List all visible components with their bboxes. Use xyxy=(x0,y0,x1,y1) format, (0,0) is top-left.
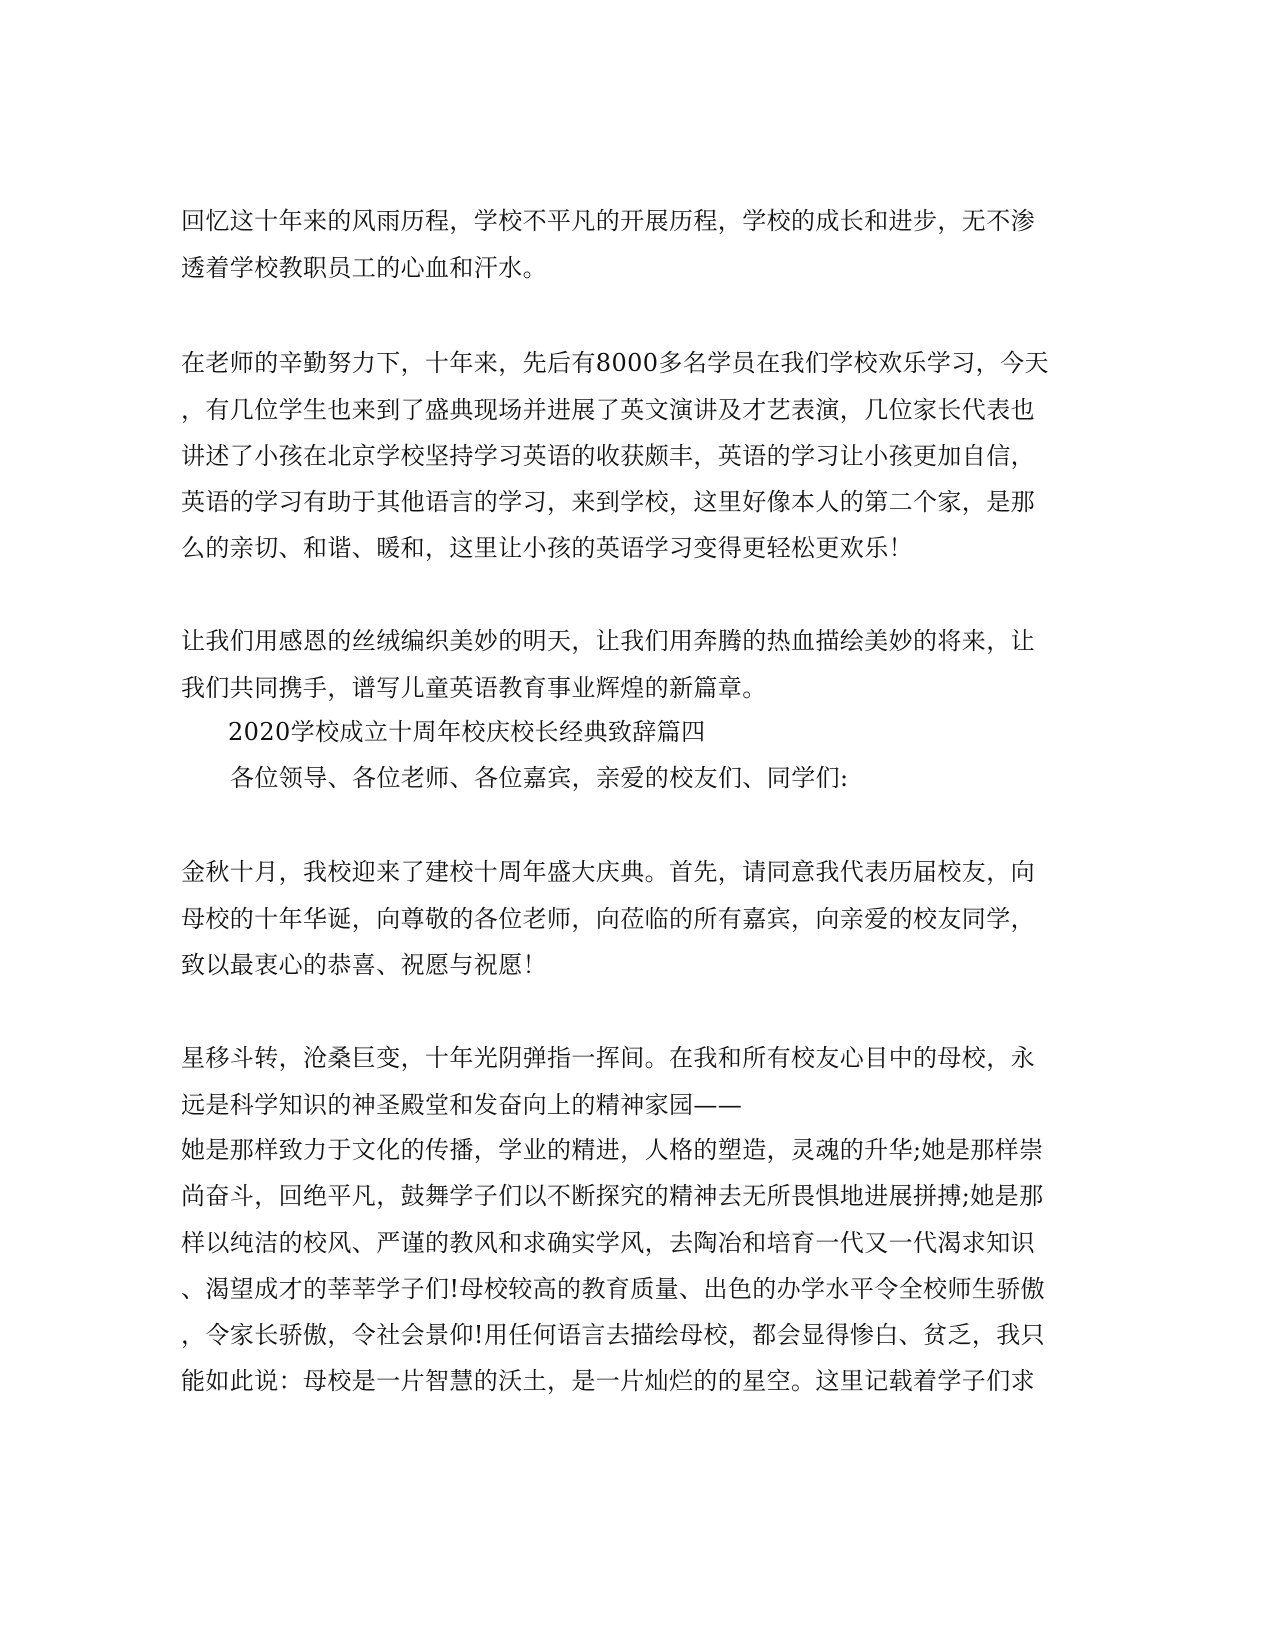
paragraph-line: 在老师的辛勤努力下，十年来，先后有8000多名学员在我们学校欢乐学习，今天 xyxy=(181,349,1049,377)
paragraph-line: ，有几位学生也来到了盛典现场并进展了英文演讲及才艺表演，几位家长代表也 xyxy=(181,396,1035,424)
paragraph-line: 致以最衷心的恭喜、祝愿与祝愿！ xyxy=(181,951,547,979)
paragraph-line: 回忆这十年来的风雨历程，学校不平凡的开展历程，学校的成长和进步，无不渗 xyxy=(181,207,1035,235)
paragraph-line: 透着学校教职员工的心血和汗水。 xyxy=(181,254,547,282)
paragraph-line: 让我们用感恩的丝绒编织美妙的明天，让我们用奔腾的热血描绘美妙的将来，让 xyxy=(181,627,1035,655)
paragraph-line: 她是那样致力于文化的传播，学业的精进，人格的塑造，灵魂的升华;她是那样崇 xyxy=(181,1136,1044,1164)
section-heading: 2020学校成立十周年校庆校长经典致辞篇四 xyxy=(228,718,706,746)
paragraph-line: 我们共同携手，谱写儿童英语教育事业辉煌的新篇章。 xyxy=(181,674,767,702)
paragraph-line: 能如此说：母校是一片智慧的沃土，是一片灿烂的的星空。这里记载着学子们求 xyxy=(181,1367,1035,1395)
paragraph-line: 金秋十月，我校迎来了建校十周年盛大庆典。首先，请同意我代表历届校友，向 xyxy=(181,858,1035,886)
paragraph-line: 英语的学习有助于其他语言的学习，来到学校，这里好像本人的第二个家，是那 xyxy=(181,488,1035,516)
paragraph-line: 样以纯洁的校风、严谨的教风和求确实学风，去陶冶和培育一代又一代渴求知识 xyxy=(181,1229,1035,1257)
paragraph-line: 尚奋斗，回绝平凡，鼓舞学子们以不断探究的精神去无所畏惧地进展拼搏;她是那 xyxy=(181,1182,1044,1210)
paragraph-line: 母校的十年华诞，向尊敬的各位老师，向莅临的所有嘉宾，向亲爱的校友同学， xyxy=(181,905,1035,933)
paragraph-line: 远是科学知识的神圣殿堂和发奋向上的精神家园—— xyxy=(181,1091,743,1119)
salutation-line: 各位领导、各位老师、各位嘉宾，亲爱的校友们、同学们: xyxy=(230,764,849,792)
paragraph-line: 讲述了小孩在北京学校坚持学习英语的收获颇丰，英语的学习让小孩更加自信， xyxy=(181,442,1035,470)
paragraph-line: ，令家长骄傲，令社会景仰!用任何语言去描绘母校，都会显得惨白、贫乏，我只 xyxy=(181,1321,1046,1349)
paragraph-line: 星移斗转，沧桑巨变，十年光阴弹指一挥间。在我和所有校友心目中的母校，永 xyxy=(181,1044,1035,1072)
paragraph-line: 、渴望成才的莘莘学子们!母校较高的教育质量、出色的办学水平令全校师生骄傲 xyxy=(181,1275,1046,1303)
paragraph-line: 么的亲切、和谐、暖和，这里让小孩的英语学习变得更轻松更欢乐！ xyxy=(181,534,913,562)
